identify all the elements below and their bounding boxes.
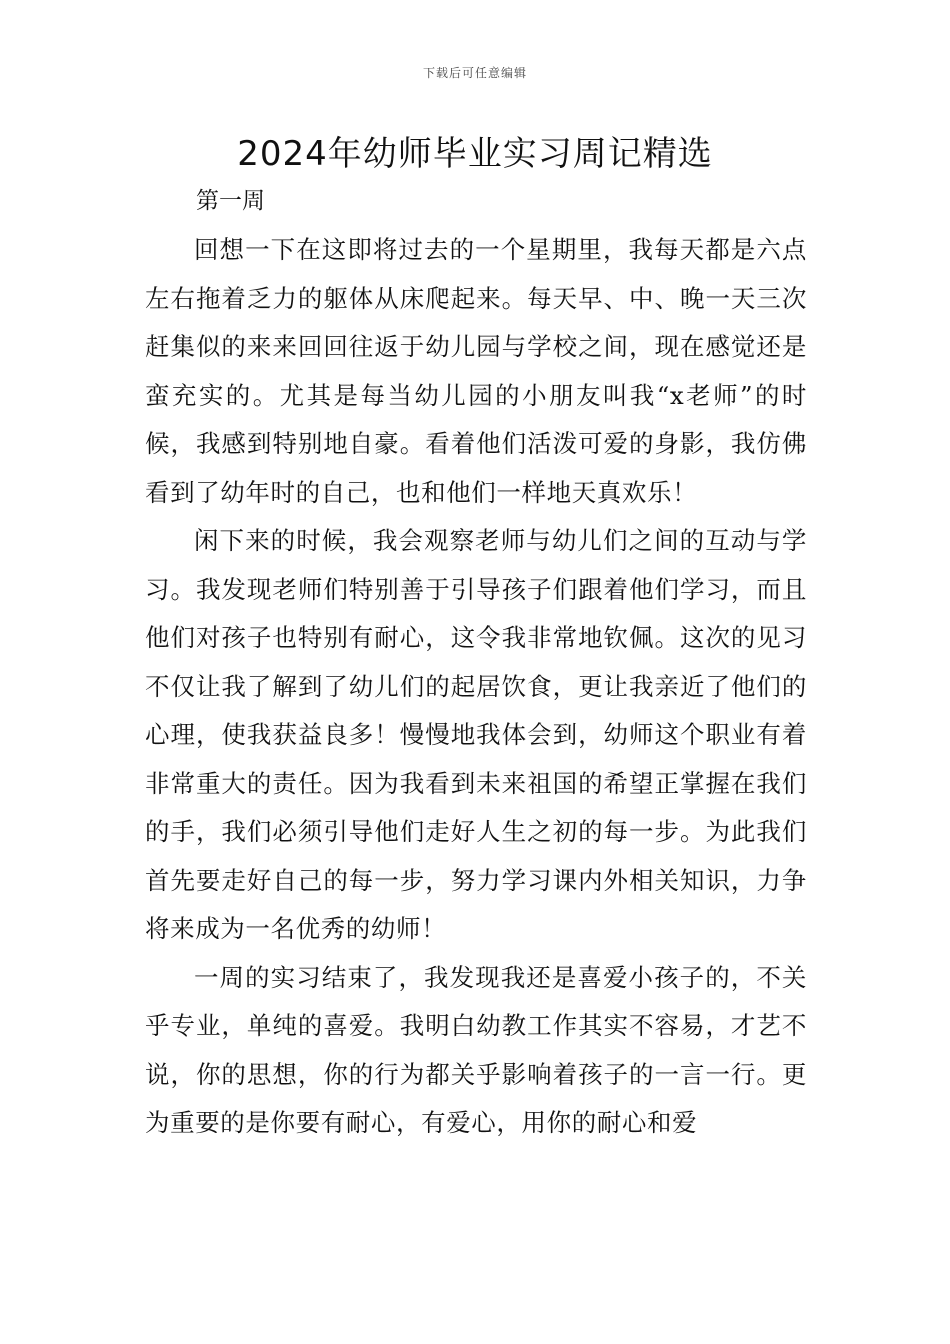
header-note: 下载后可任意编辑 xyxy=(422,66,527,80)
paragraph-1: 回想一下在这即将过去的一个星期里，我每天都是六点左右拖着乏力的躯体从床爬起来。每天早、中、晚一天三次赶集似的来来回回往返于幼儿园与学校之间，现在感觉还是蛮充实的。尤其是每当幼儿园的小朋友叫我“x老师”的时候，我感到特别地自豪。看着他们活泼可爱的身影，我仿佛看到了幼年时的自己，也和他们一样地天真欢乐！ xyxy=(145,235,807,507)
document-title: 2024年幼师毕业实习周记精选 xyxy=(237,134,713,174)
paragraph-3: 一周的实习结束了，我发现我还是喜爱小孩子的，不关乎专业，单纯的喜爱。我明白幼教工作其实不容易，才艺不说，你的思想，你的行为都关乎影响着孩子的一言一行。更为重要的是你要有耐心，有爱心，用你的耐心和爱 xyxy=(145,962,807,1137)
body-text xyxy=(145,226,807,1148)
section-heading: 第一周 xyxy=(196,188,265,214)
paragraph-2: 闲下来的时候，我会观察老师与幼儿们之间的互动与学习。我发现老师们特别善于引导孩子们跟着他们学习，而且他们对孩子也特别有耐心，这令我非常地钦佩。这次的见习不仅让我了解到了幼儿们的起居饮食，更让我亲近了他们的心理，使我获益良多！慢慢地我体会到，幼师这个职业有着非常重大的责任。因为我看到未来祖国的希望正掌握在我们的手，我们必须引导他们走好人生之初的每一步。为此我们首先要走好自己的每一步，努力学习课内外相关知识，力争将来成为一名优秀的幼师！ xyxy=(145,526,807,943)
